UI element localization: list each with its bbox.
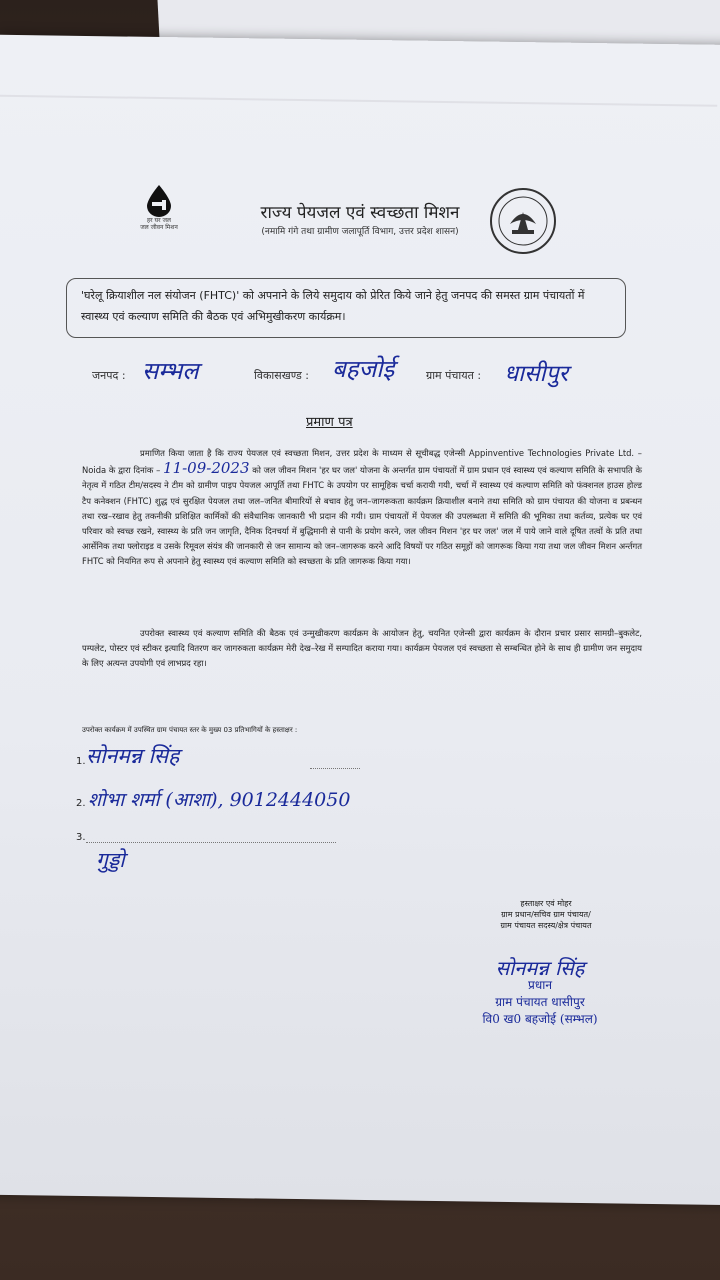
department-title: राज्य पेयजल एवं स्वच्छता मिशन xyxy=(260,203,460,223)
participant-signature: शोभा शर्मा (आशा), 9012444050 xyxy=(88,789,351,811)
gram-panchayat-label: ग्राम पंचायत : xyxy=(426,369,482,382)
certificate-paragraph-2: उपरोक्त स्वास्थ्य एवं कल्याण समिति की बैठक एवं उन्मुखीकरण कार्यक्रम के आयोजन हेतु, चयनित एजेन्सी द्वारा कार्यक्रम के दौरान प्रचार प्रसार सामग्री–बुकलेट, पम्पलेट, पोस्टर एवं स्टीकर इत्यादि वितरण कर जागरुकता कार्यक्रम मेरी देख–रेख में सम्पादित कराया गया। कार्यक्रम पेयजल एवं स्वच्छता से सम्बन्धित होने के साथ ही ग्रामीण जन समुदाय के लिए अत्यन्त उपयोगी एवं लाभप्रद रहा। xyxy=(82,628,642,669)
certificate-title: प्रमाण पत्र xyxy=(306,415,353,430)
paragraph-1-start: प्रमाणित किया जाता है कि राज्य पेयजल एवं स्वच्छता मिशन, उत्तर प्रदेश के माध्यम से सूचीबद्ध एजेन्सी Appinventive Technologies Private Ltd. – Noida के द्वारा दिनांक – xyxy=(82,448,642,476)
signature-dotted-line xyxy=(310,768,360,769)
signature-dotted-line xyxy=(86,842,336,843)
participant-number: 2. xyxy=(76,798,86,809)
gram-panchayat-value: धासीपुर xyxy=(504,361,569,387)
certificate-paragraph-1 xyxy=(82,446,642,570)
vikaskhand-label: विकासखण्ड : xyxy=(254,369,310,382)
participant-signature: गुड्डो xyxy=(96,848,125,872)
signature-and-seal-caption xyxy=(446,898,646,931)
janpad-value: सम्भल xyxy=(142,357,199,385)
emblem-icon xyxy=(488,186,558,256)
logo-left-sub: जल जीवन मिशन xyxy=(140,224,178,231)
stamp-line: ग्राम पंचायत धासीपुर xyxy=(495,995,585,1009)
location-fields xyxy=(92,355,652,402)
stamp-line: वि0 ख0 बहजोई (सम्भल) xyxy=(482,1012,598,1026)
vikaskhand-value: बहजोई xyxy=(332,355,395,383)
sign-block-line: ग्राम पंचायत सदस्य/क्षेत्र पंचायत xyxy=(500,921,592,930)
participant-number: 1. xyxy=(76,756,86,767)
up-government-emblem xyxy=(488,186,558,256)
sign-block-line: हस्ताक्षर एवं मोहर xyxy=(520,899,572,908)
program-date: 11-09-2023 xyxy=(163,459,250,478)
pradhan-signature: सोनमन्न सिंह xyxy=(495,956,585,980)
stamp-line: प्रधान xyxy=(528,978,552,992)
participant-signature: सोनमन्न सिंह xyxy=(86,744,180,768)
paragraph-1-rest: को जल जीवन मिशन 'हर घर जल' योजना के अन्तर्गत ग्राम पंचायतों में ग्राम प्रधान एवं स्वास्थ्य एवं कल्याण समिति के सभापति के नेतृत्व में गठित टीम/सदस्य ने टीम को ग्रामीण पाइप पेयजल आपूर्ति तथा FHTC के उपयोग पर सामूहिक चर्चा करायी गयी, चर्चा में स्वास्थ्य एवं कल्याण समिति को फंक्शनल हाउस होल्ड टैप कनेक्शन (FHTC) शुद्ध एवं सुरक्षित पेयजल तथा जल–जनित बीमारियों से बचाव हेतु जन–जागरूकता कार्यक्रम क्रियाशील बनाने तथा समिति को ग्राम पंचायत की योजना व प्रबन्धन तथा रख–रखाव हेतु तकनीकी प्रशिक्षित कार्मिकों की संवैधानिक जानकारी भी प्रदान की गयी। ग्राम पंचायतों में पेयजल की उपलब्धता में समिति की भूमिका तथा कर्तव्य, प्रत्येक घर एवं परिवार को स्वच्छ रखने, स्वास्थ्य के प्रति जन जागृति, दैनिक दिनचर्या में बुद्धिमानी से पानी के प्रयोग करने, जल जीवन मिशन 'हर घर जल' जल में पाये जाने वाले दूषित तत्वों के प्रति तथा आर्सेनिक तथा फ्लोराइड व उसके रिमूवल संयंत्र की जानकारी से जन सामान्य को जन–जागरूक करने आदि विषयों पर गठित समूहों को जागरूक किया गया तथा जल जीवन मिशन अर्न्तगत FHTC को नियमित रूप से अपनाने हेतु स्वास्थ्य एवं कल्याण समिति को स्वच्छता के प्रति जागरूक किया गया। xyxy=(82,465,642,567)
participants-note: उपरोक्त कार्यक्रम में उपस्थित ग्राम पंचायत स्तर के मुख्य 03 प्रतिभागियों के हस्ताक्षर : xyxy=(82,726,298,734)
participant-number: 3. xyxy=(76,832,86,843)
sign-block-line: ग्राम प्रधान/सचिव ग्राम पंचायत/ xyxy=(501,910,591,919)
logo-left-caption: हर घर जल xyxy=(147,217,171,224)
program-heading-box: 'घरेलू क्रियाशील नल संयोजन (FHTC)' को अपनाने के लिये समुदाय को प्रेरित किये जाने हेतु जनपद की समस्त ग्राम पंचायतों में स्वास्थ्य एवं कल्याण समिति की बैठक एवं अभिमुखीकरण कार्यक्रम। xyxy=(66,278,626,338)
pradhan-stamp xyxy=(440,956,640,1028)
department-subtitle: (नमामि गंगे तथा ग्रामीण जलापूर्ति विभाग, उत्तर प्रदेश शासन) xyxy=(261,227,459,237)
janpad-label: जनपद : xyxy=(92,369,126,382)
